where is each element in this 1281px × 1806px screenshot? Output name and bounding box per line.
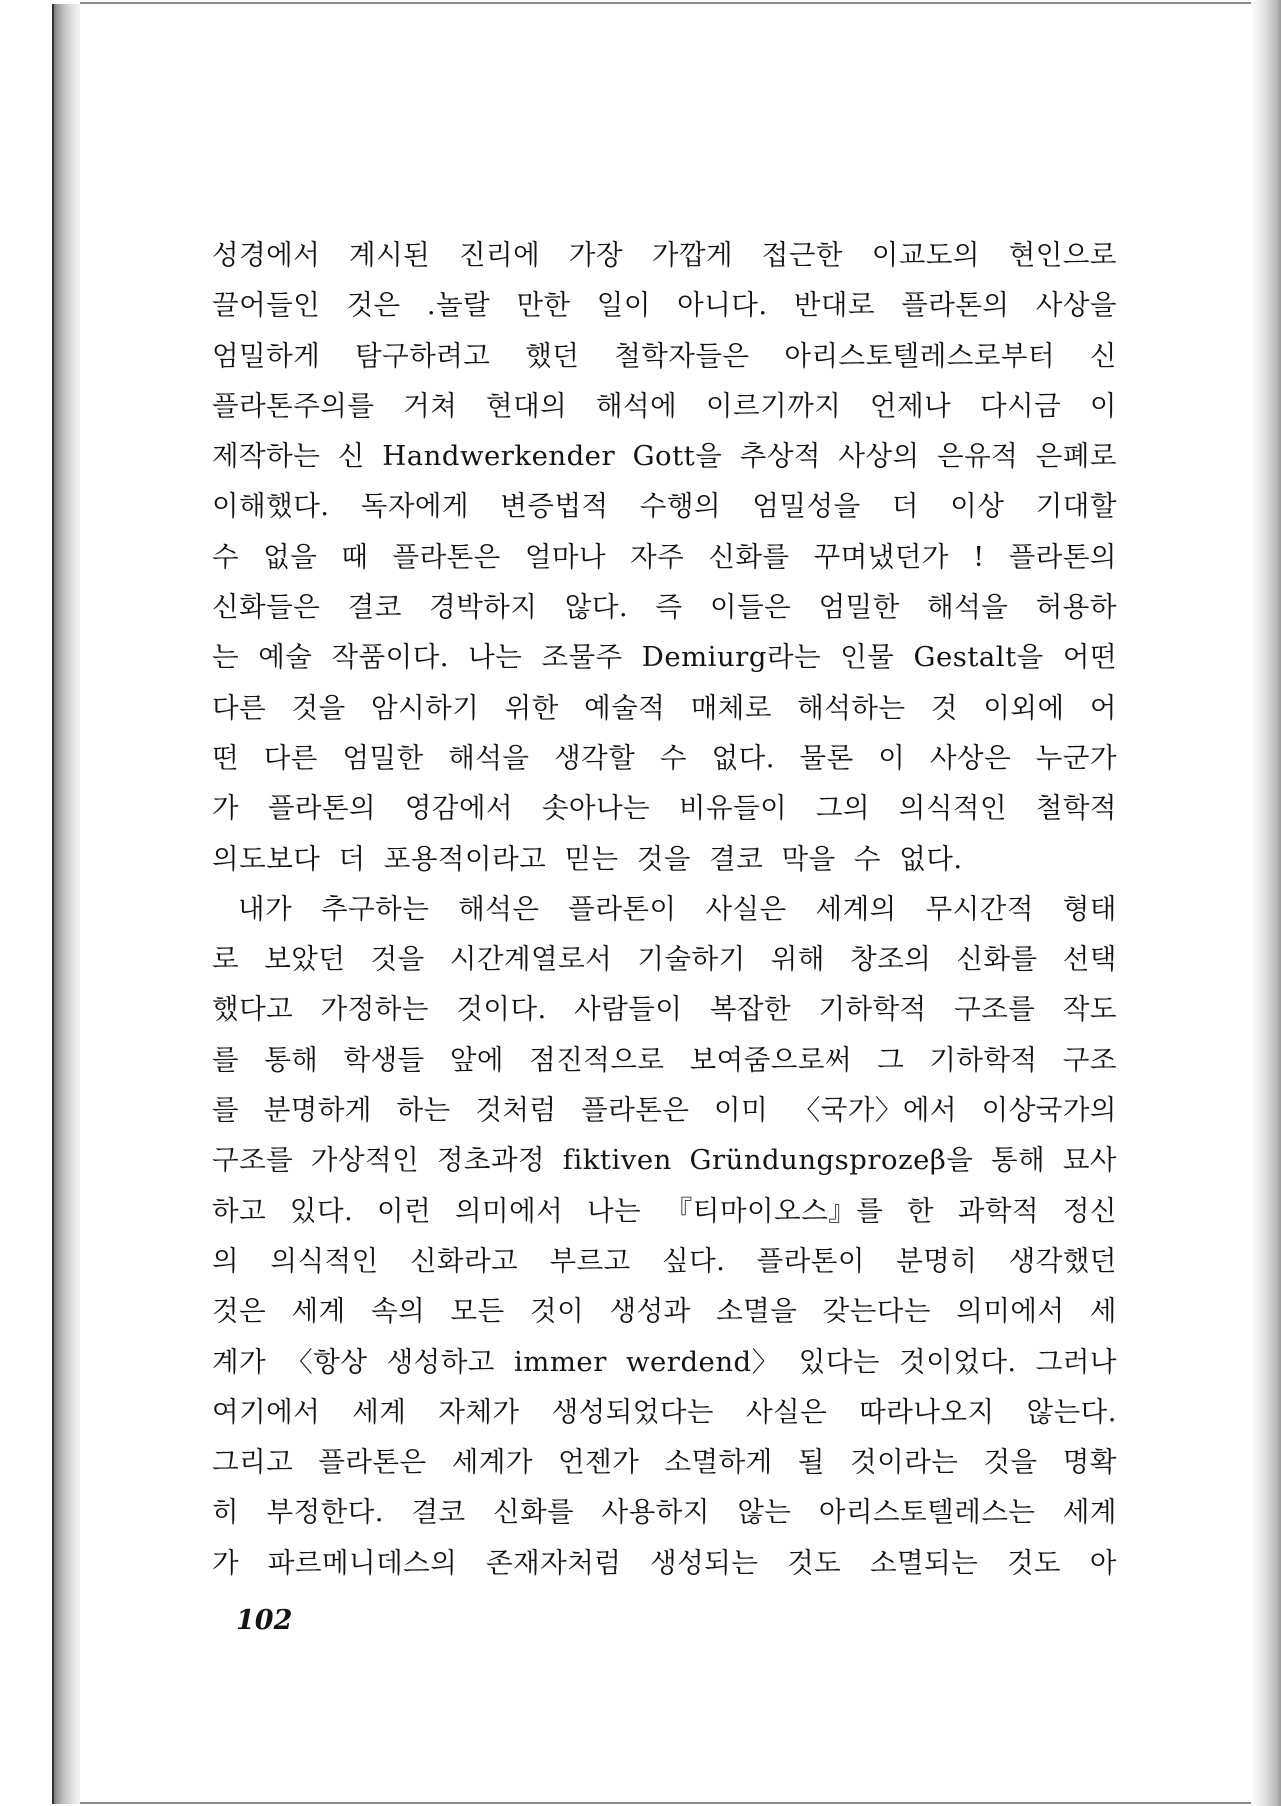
word: 가상적인 — [310, 1144, 420, 1177]
word: 것이 — [530, 1295, 585, 1328]
word: 더 — [891, 490, 919, 523]
text-line — [212, 230, 1117, 280]
word: 것은 — [212, 1295, 267, 1328]
word: 접근한 — [761, 239, 843, 271]
word: 비유들이 — [678, 792, 788, 825]
word: 언제나 — [870, 389, 952, 422]
word: 어떤 — [1062, 641, 1117, 674]
word: 통해 — [264, 1043, 319, 1076]
word: 결코 — [411, 1496, 466, 1529]
word: 일이 — [596, 289, 651, 322]
word: 명확 — [1062, 1446, 1117, 1479]
word: 엄밀한 — [818, 591, 900, 624]
text-line — [212, 481, 1117, 531]
word: 복잡한 — [709, 993, 792, 1026]
word: 플라톤주의를 — [212, 389, 375, 422]
word: 수 — [212, 540, 240, 573]
text-line — [212, 582, 1117, 632]
word: 이 — [1089, 389, 1117, 422]
word: 이들은 — [710, 591, 792, 624]
word: 생각했던 — [1008, 1244, 1117, 1277]
word: 작도 — [1062, 993, 1117, 1026]
word: 이런 — [377, 1194, 432, 1227]
word: 신 — [1089, 339, 1117, 372]
text-line — [212, 1337, 1117, 1387]
word: 정초과정 — [436, 1144, 546, 1177]
word: 것을 — [291, 691, 346, 724]
word: 해석을 — [448, 741, 530, 774]
word: 를 — [212, 1043, 240, 1076]
text-line — [212, 683, 1117, 733]
word: 현대의 — [486, 389, 568, 422]
word: 하는 — [396, 1094, 451, 1127]
word: 물론 — [799, 741, 854, 774]
word: 이미 — [714, 1094, 769, 1127]
word: 않는 — [737, 1496, 792, 1529]
word: 사상의 — [838, 440, 920, 473]
word: 정신 — [1062, 1194, 1117, 1227]
word: 플라톤은 — [392, 540, 501, 573]
word: 아리스토텔레스는 — [818, 1496, 1036, 1529]
word: 를 — [212, 1094, 240, 1127]
word: 이외에 — [983, 691, 1065, 724]
word: 그리고 — [212, 1446, 294, 1479]
text-line — [212, 331, 1117, 381]
word: 〈항상 — [285, 1345, 368, 1378]
word: 구조를 — [954, 993, 1036, 1026]
word: 위해 — [770, 943, 825, 976]
text-line — [212, 431, 1117, 481]
word: 은폐로 — [1035, 440, 1117, 473]
text-line — [212, 1387, 1117, 1437]
word: Demiurg라는 — [641, 641, 822, 674]
word: 가 — [212, 792, 240, 825]
word: 자주 — [630, 540, 685, 573]
word: 플라톤의 — [267, 792, 377, 825]
text-line — [212, 1186, 1117, 1236]
word: 소멸되는 — [869, 1546, 979, 1579]
word: 추상적 — [739, 440, 821, 473]
word: 않다. — [564, 591, 629, 624]
word: 그의 — [815, 792, 871, 825]
word: 끌어들인 — [212, 289, 321, 322]
word: 가 — [212, 1546, 240, 1579]
word: 기하학적 — [818, 993, 927, 1026]
word: 수행의 — [639, 490, 722, 523]
word: 기하학적 — [929, 1043, 1038, 1076]
text-line — [212, 532, 1117, 582]
word: 언젠가 — [558, 1446, 640, 1479]
word: 생성하고 — [386, 1345, 495, 1378]
word: 세계 — [291, 1295, 346, 1328]
word: 사상은 — [929, 741, 1012, 774]
word: 구조를 — [212, 1144, 294, 1177]
word: 기술하기 — [637, 943, 746, 976]
text-line — [212, 1437, 1117, 1487]
word: 히 — [212, 1496, 240, 1529]
word: 것도 — [1006, 1546, 1062, 1579]
word: 존재자처럼 — [486, 1546, 622, 1579]
word: 누군가 — [1035, 741, 1117, 774]
word: werdend〉 — [625, 1345, 780, 1378]
word: 위한 — [504, 691, 559, 724]
word: 싶다. — [662, 1244, 726, 1277]
word: 플라톤의 — [1008, 540, 1117, 573]
spine-edge-line — [52, 4, 54, 1804]
book-spine — [52, 4, 82, 1804]
word: 갖는다는 — [822, 1295, 931, 1328]
word: 세계의 — [815, 892, 897, 925]
word: 즉 — [655, 591, 683, 624]
word: 현인으로 — [1008, 239, 1117, 271]
word: 여기에서 — [212, 1395, 321, 1428]
word: 어 — [1089, 691, 1117, 724]
word: 플라톤은 — [581, 1094, 690, 1127]
word: 부르고 — [549, 1244, 631, 1277]
text-line — [212, 632, 1117, 682]
word: 것처럼 — [475, 1094, 557, 1127]
word: 될 — [797, 1446, 825, 1479]
word: 소멸을 — [716, 1295, 798, 1328]
word: 작품이다. — [331, 641, 450, 674]
word: 의식적인 — [898, 792, 1008, 825]
word: 해석에 — [595, 389, 678, 422]
word: 은유적 — [937, 440, 1019, 473]
text-line — [212, 381, 1117, 431]
word: 세계 — [352, 1395, 407, 1428]
word: 추구하는 — [321, 892, 430, 925]
word: 로 — [212, 943, 240, 976]
word: 의미에서 — [454, 1194, 564, 1227]
word: 것이었다. — [899, 1345, 1017, 1378]
word: 이르기까지 — [705, 389, 842, 422]
word: 없다. — [711, 741, 775, 774]
word: 통해 — [991, 1144, 1046, 1177]
word: 계시된 — [349, 239, 431, 271]
word: 경박하지 — [429, 591, 538, 624]
word: 영감에서 — [404, 792, 514, 825]
word: 『티마이오스』를 — [664, 1194, 884, 1227]
word: 세계가 — [451, 1446, 533, 1479]
word: 형태 — [1062, 892, 1117, 925]
word: 예술적 — [584, 691, 666, 724]
text-line — [212, 1085, 1117, 1135]
word: 가정하는 — [320, 993, 429, 1026]
word: 사상을 — [1035, 289, 1117, 322]
word: Gründungsprozeβ을 — [689, 1144, 974, 1177]
word: 않는다. — [1026, 1395, 1117, 1428]
word: 기대할 — [1035, 490, 1117, 523]
word: 시간계열로서 — [449, 943, 613, 976]
word: 과학적 — [957, 1194, 1040, 1227]
word: 있다. — [289, 1194, 354, 1227]
word: 의미에서 — [956, 1295, 1065, 1328]
word: 했다고 — [212, 993, 294, 1026]
word: 반대로 — [793, 289, 876, 322]
word: 자체가 — [438, 1395, 520, 1428]
body-text — [212, 230, 1117, 1588]
word: 의식적인 — [270, 1244, 379, 1277]
word: 그 — [877, 1043, 905, 1076]
word: 이교도의 — [871, 239, 980, 271]
text-line — [212, 1538, 1117, 1588]
word: 학생들 — [343, 1043, 425, 1076]
word: 분명히 — [896, 1244, 978, 1277]
word: 해석을 — [927, 591, 1009, 624]
word: Gestalt을 — [913, 641, 1044, 674]
word: 가깝게 — [651, 239, 734, 271]
text-line — [212, 934, 1117, 984]
word: 해석하는 — [797, 691, 906, 724]
word: 모든 — [450, 1295, 505, 1328]
word: 것이라는 — [850, 1446, 959, 1479]
word: 수 — [659, 741, 687, 774]
word: 다른 — [263, 741, 318, 774]
word: 암시하기 — [371, 691, 480, 724]
word: 보았던 — [264, 943, 346, 976]
word: ! — [973, 540, 985, 573]
word: 것을 — [983, 1446, 1038, 1479]
word: 탐구하려고 — [355, 339, 491, 372]
word: 꾸며냈던가 — [813, 540, 949, 573]
word: 계가 — [212, 1345, 267, 1378]
word: 있다는 — [798, 1345, 880, 1378]
word: 무시간적 — [925, 892, 1034, 925]
word: 솟아나는 — [541, 792, 651, 825]
word: 거쳐 — [403, 389, 458, 422]
word: 파르메니데스의 — [267, 1546, 458, 1579]
word: 소멸하게 — [664, 1446, 773, 1479]
word: 신화를 — [956, 943, 1038, 976]
word: 진리에 — [458, 239, 541, 271]
word: 따라나오지 — [859, 1395, 995, 1428]
word: 나는 — [468, 641, 523, 674]
text-line — [212, 1035, 1117, 1085]
word: 분명하게 — [263, 1094, 372, 1127]
text-line — [212, 783, 1117, 833]
word: 부정한다. — [266, 1496, 385, 1529]
page-number: 102 — [236, 1605, 293, 1636]
word: 것도 — [787, 1546, 842, 1579]
word: 결코 — [347, 591, 402, 624]
word: 생성되는 — [650, 1546, 759, 1579]
word: 해석은 — [458, 892, 540, 925]
word: 아리스토텔레스로부터 — [784, 339, 1056, 372]
word: 나는 — [586, 1194, 642, 1227]
word: 이상 — [950, 490, 1005, 523]
word: 속의 — [371, 1295, 426, 1328]
word: 것 — [930, 691, 958, 724]
word: 이상국가의 — [981, 1094, 1117, 1127]
word: 내가 — [238, 892, 293, 925]
word: 인물 — [840, 641, 895, 674]
word: 신 — [337, 440, 365, 473]
word: 플라톤이 — [756, 1244, 865, 1277]
text-line — [212, 733, 1117, 783]
word: 엄밀하게 — [212, 339, 321, 372]
word: 때 — [341, 540, 369, 573]
word: 철학적 — [1035, 792, 1117, 825]
paragraph-start-line — [212, 884, 1117, 934]
word: 했던 — [525, 339, 580, 372]
word: 엄밀성을 — [752, 490, 861, 523]
word: 다른 — [212, 691, 267, 724]
word: 신화들은 — [212, 591, 321, 624]
word: 아니다. — [677, 289, 768, 322]
word: 창조의 — [850, 943, 932, 976]
text-line — [212, 984, 1117, 1034]
word: 변증법적 — [500, 490, 609, 523]
word: 것이다. — [456, 993, 547, 1026]
word: 이해했다. — [212, 490, 330, 523]
word: 독자에게 — [360, 490, 470, 523]
word: 가장 — [568, 239, 624, 271]
word: 매체로 — [690, 691, 772, 724]
page-edge-shadow — [1251, 0, 1281, 1806]
text-line — [212, 1487, 1117, 1537]
word: .놀랄 — [426, 289, 491, 322]
word: 것을 — [370, 943, 425, 976]
text-line — [212, 1286, 1117, 1336]
word: fiktiven — [562, 1144, 672, 1177]
word: 세계 — [1062, 1496, 1117, 1529]
word: 플라톤이 — [568, 892, 677, 925]
word: 하고 — [212, 1194, 267, 1227]
word: 제작하는 — [212, 440, 321, 473]
word: 플라톤의 — [901, 289, 1010, 322]
word: 구조 — [1062, 1043, 1117, 1076]
word: 선택 — [1062, 943, 1117, 976]
word: 예술 — [258, 641, 313, 674]
text-line — [212, 280, 1117, 330]
word: 얼마나 — [524, 540, 607, 573]
word: 세 — [1089, 1295, 1117, 1328]
word: 신화라고 — [409, 1244, 519, 1277]
word: 생성과 — [609, 1295, 691, 1328]
word: 그러나 — [1035, 1345, 1117, 1378]
word: immer — [513, 1345, 607, 1378]
word: 만한 — [516, 289, 571, 322]
word: 사실은 — [705, 892, 787, 925]
word: 신화를 — [493, 1496, 575, 1529]
word: 이 — [878, 741, 906, 774]
word: 조물주 — [541, 641, 623, 674]
word: 의 — [212, 1244, 240, 1277]
paragraph-end-line: 의도보다 더 포용적이라고 믿는 것을 결코 막을 수 없다. — [212, 842, 963, 875]
word: 사실은 — [746, 1395, 828, 1428]
word: 사람들이 — [574, 993, 683, 1026]
word: 엄밀한 — [342, 741, 424, 774]
text-line — [212, 1236, 1117, 1286]
text-line — [212, 1135, 1117, 1185]
word: 없을 — [263, 540, 318, 573]
word: 허용하 — [1035, 591, 1117, 624]
word: 떤 — [212, 741, 240, 774]
word: 다시금 — [979, 389, 1062, 422]
word: 는 — [212, 641, 240, 674]
word: 한 — [907, 1194, 935, 1227]
word: 묘사 — [1062, 1144, 1117, 1177]
word: Gott을 — [632, 440, 723, 473]
word: 플라톤은 — [318, 1446, 427, 1479]
word: 신화를 — [708, 540, 790, 573]
word: 점진적으로 — [529, 1043, 665, 1076]
word: 것은 — [346, 289, 401, 322]
word: Handwerkender — [382, 440, 616, 473]
word: 보여줌으로써 — [689, 1043, 852, 1076]
word: 아 — [1089, 1546, 1117, 1579]
word: 〈국가〉에서 — [792, 1094, 958, 1127]
word: 철학자들은 — [614, 339, 750, 372]
word: 생각할 — [554, 741, 636, 774]
word: 사용하지 — [601, 1496, 710, 1529]
word: 성경에서 — [212, 239, 321, 271]
word: 생성되었다는 — [551, 1395, 714, 1428]
word: 앞에 — [449, 1043, 504, 1076]
